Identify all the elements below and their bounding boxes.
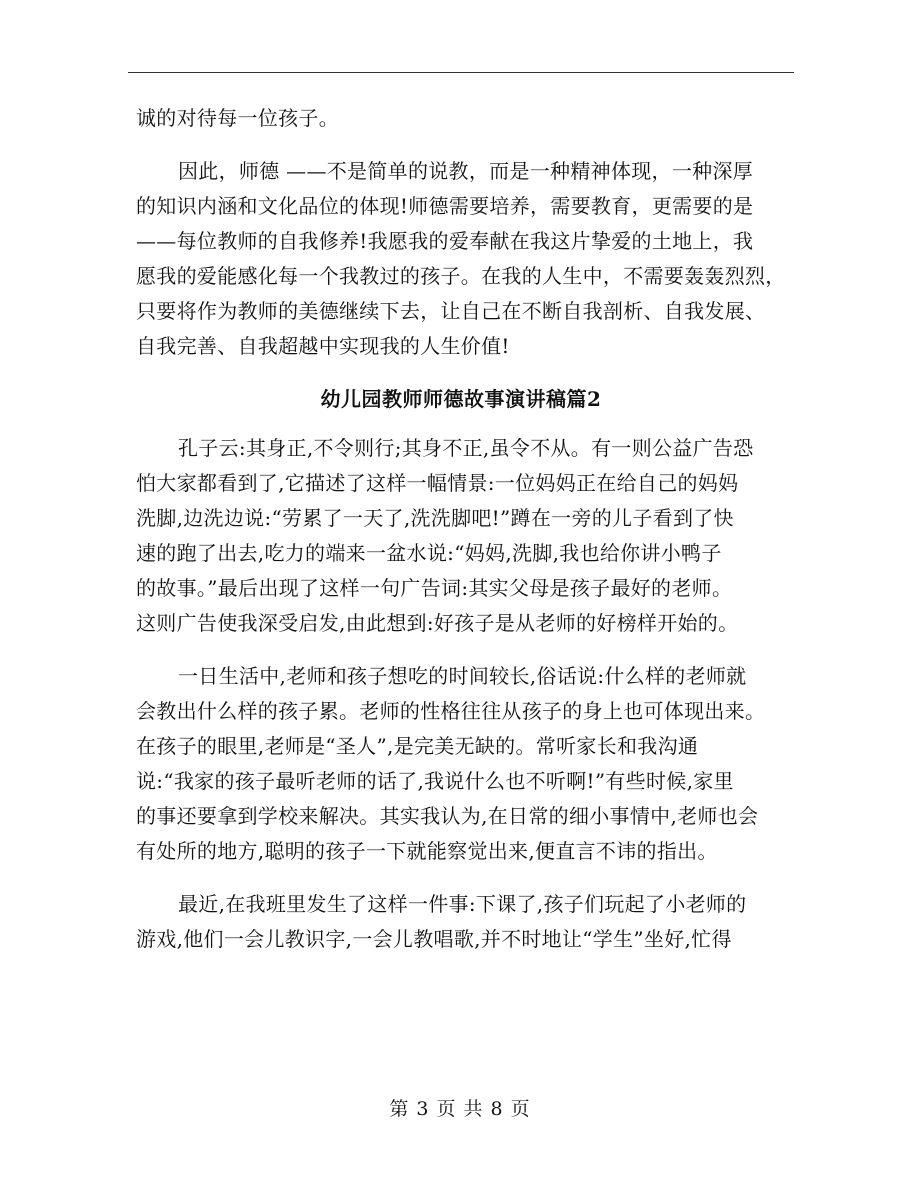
text-line: 愿我的爱能感化每一个我教过的孩子。在我的人生中，不需要轰轰烈烈， (136, 264, 786, 288)
document-body (136, 101, 786, 957)
text-line: 这则广告使我深受启发,由此想到:好孩子是从老师的好榜样开始的。 (136, 611, 739, 635)
text-line: 诚的对待每一位孩子。 (136, 106, 339, 130)
paragraph (136, 887, 786, 957)
text-line: 因此，师德 ——不是简单的说教，而是一种精神体现，一种深厚 (178, 159, 754, 183)
text-line: 的事还要拿到学校来解决。其实我认为,在日常的细小事情中,老师也会 (136, 804, 759, 828)
section-heading: 幼儿园教师师德故事演讲稿篇2 (320, 387, 602, 411)
header-rule (128, 72, 794, 73)
section-heading-wrap (136, 382, 786, 417)
text-line: 说:“我家的孩子最听老师的话了,我说什么也不听啊!”有些时候,家里 (136, 769, 734, 793)
paragraph (136, 154, 786, 364)
text-line: 自我完善、自我超越中实现我的人生价值! (136, 334, 510, 358)
text-line: 最近,在我班里发生了这样一件事:下课了,孩子们玩起了小老师的 (178, 892, 747, 916)
text-line: 只要将作为教师的美德继续下去，让自己在不断自我剖析、自我发展、 (136, 299, 766, 323)
text-line: 的故事。”最后出现了这样一句广告词:其实父母是孩子最好的老师。 (136, 576, 733, 600)
paragraph (136, 659, 786, 869)
text-line: 孔子云:其身正,不令则行;其身不正,虽令不从。有一则公益广告恐 (178, 436, 754, 460)
paragraph (136, 101, 786, 136)
text-line: ——每位教师的自我修养!我愿我的爱奉献在我这片挚爱的土地上，我 (136, 229, 754, 253)
text-line: 怕大家都看到了,它描述了这样一幅情景:一位妈妈正在给自己的妈妈 (136, 471, 739, 495)
text-line: 速的跑了出去,吃力的端来一盆水说:“妈妈,洗脚,我也给你讲小鸭子 (136, 541, 722, 565)
text-line: 会教出什么样的孩子累。老师的性格往往从孩子的身上也可体现出来。 (136, 699, 766, 723)
text-line: 游戏,他们一会儿教识字,一会儿教唱歌,并不时地让“学生”坐好,忙得 (136, 927, 732, 951)
text-line: 一日生活中,老师和孩子想吃的时间较长,俗话说:什么样的老师就 (178, 664, 747, 688)
text-line: 有处所的地方,聪明的孩子一下就能察觉出来,便直言不讳的指出。 (136, 839, 718, 863)
paragraph (136, 431, 786, 641)
text-line: 洗脚,边洗边说:“劳累了一天了,洗洗脚吧!”蹲在一旁的儿子看到了快 (136, 506, 734, 530)
text-line: 在孩子的眼里,老师是“圣人”,是完美无缺的。常听家长和我沟通 (136, 734, 699, 758)
page-number-footer: 第 3 页 共 8 页 (389, 1098, 531, 1120)
text-line: 的知识内涵和文化品位的体现!师德需要培养，需要教育，更需要的是 (136, 194, 754, 218)
